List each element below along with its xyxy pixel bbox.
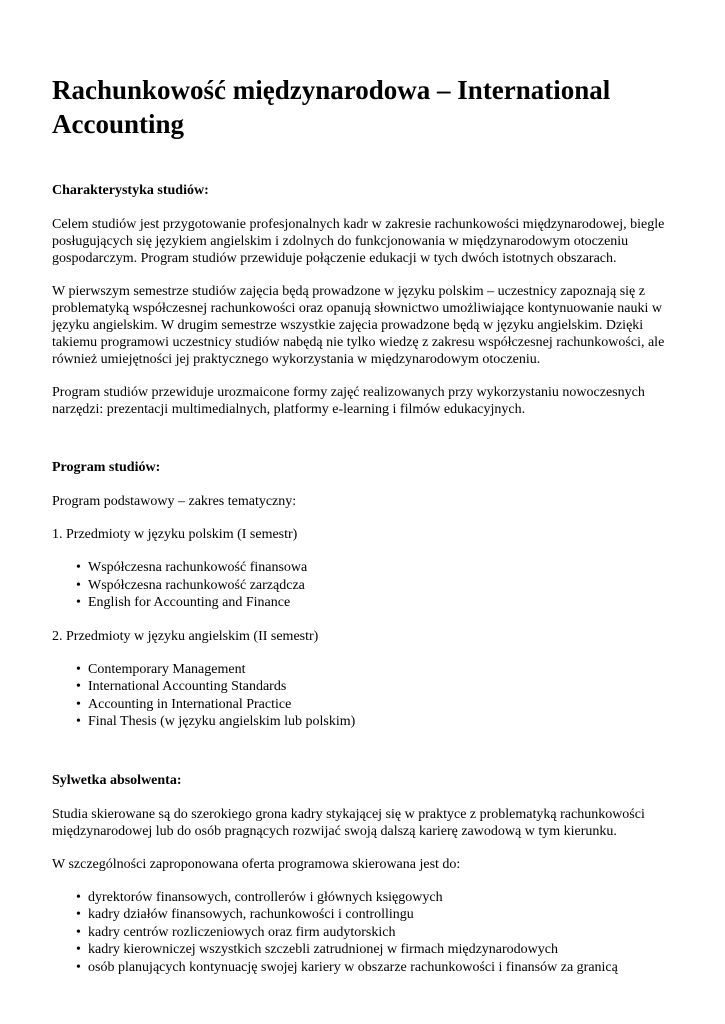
- list-item: • Współczesna rachunkowość finansowa: [88, 559, 675, 577]
- paragraph: W pierwszym semestrze studiów zajęcia będą prowadzone w języku polskim – uczestnicy zapoznają się z problematyką współczesnej rachunkowości oraz opanują słownictwo umożliwiające kontynuowanie nauki w języku angielskim. W drugim semestrze wszystkie zajęcia prowadzone będą w języku angielskim. Dzięki takiemu programowi uczestnicy studiów nabędą nie tylko wiedzę z zakresu współczesnej rachunkowości, ale również umiejętności jej praktycznego wykorzystania w międzynarodowym otoczeniu.: [52, 284, 665, 367]
- program-group-label: 1. Przedmioty w języku polskim (I semestr): [52, 527, 298, 542]
- paragraph: W szczególności zaproponowana oferta programowa skierowana jest do:: [52, 856, 461, 872]
- section-heading-program: Program studiów:: [52, 460, 161, 475]
- section-heading-graduate-profile: Sylwetka absolwenta:: [52, 772, 182, 788]
- list-item: • kadry działów finansowych, rachunkowości i controllingu: [88, 906, 675, 924]
- list-item: • kadry centrów rozliczeniowych oraz firm audytorskich: [88, 924, 675, 942]
- list-item: • Final Thesis (w języku angielskim lub polskim): [88, 713, 675, 731]
- list-item: • dyrektorów finansowych, controllerów i głównych księgowych: [88, 889, 675, 907]
- list-item: • Accounting in International Practice: [88, 696, 675, 714]
- list-item: • English for Accounting and Finance: [88, 594, 675, 612]
- target-audience-list: [52, 889, 675, 977]
- list-item: • Contemporary Management: [88, 661, 675, 679]
- paragraph: Celem studiów jest przygotowanie profesjonalnych kadr w zakresie rachunkowości międzynarodowej, biegle posługujących się językiem angielskim i zdolnych do funkcjonowania w międzynarodowym otoczeniu gospodarczym. Program studiów przewiduje połączenie edukacji w tych dwóch istotnych obszarach.: [52, 217, 665, 266]
- paragraph: Program studiów przewiduje urozmaicone formy zajęć realizowanych przy wykorzystaniu nowoczesnych narzędzi: prezentacji multimedialnych, platformy e-learning i filmów edukacyjnych.: [52, 385, 645, 417]
- list-item: • osób planujących kontynuację swojej kariery w obszarze rachunkowości i finansów za granicą: [88, 959, 675, 977]
- program-group-label: 2. Przedmioty w języku angielskim (II semestr): [52, 628, 319, 644]
- section-heading-characteristics: Charakterystyka studiów:: [52, 183, 209, 198]
- list-item: • Współczesna rachunkowość zarządcza: [88, 577, 675, 595]
- list-item: • kadry kierowniczej wszystkich szczebli zatrudnionej w firmach międzynarodowych: [88, 941, 675, 959]
- program-intro: Program podstawowy – zakres tematyczny:: [52, 494, 297, 509]
- subject-list-english: [52, 661, 675, 731]
- subject-list-polish: [52, 559, 675, 612]
- page-title: Rachunkowość międzynarodowa – International Accounting: [52, 75, 611, 139]
- list-item: • International Accounting Standards: [88, 678, 675, 696]
- paragraph: Studia skierowane są do szerokiego grona kadry stykającej się w praktyce z problematyką rachunkowości międzynarodowej lub do osób pragnących rozwijać swoją dalszą karierę zawodową w tym kierunku.: [52, 806, 645, 839]
